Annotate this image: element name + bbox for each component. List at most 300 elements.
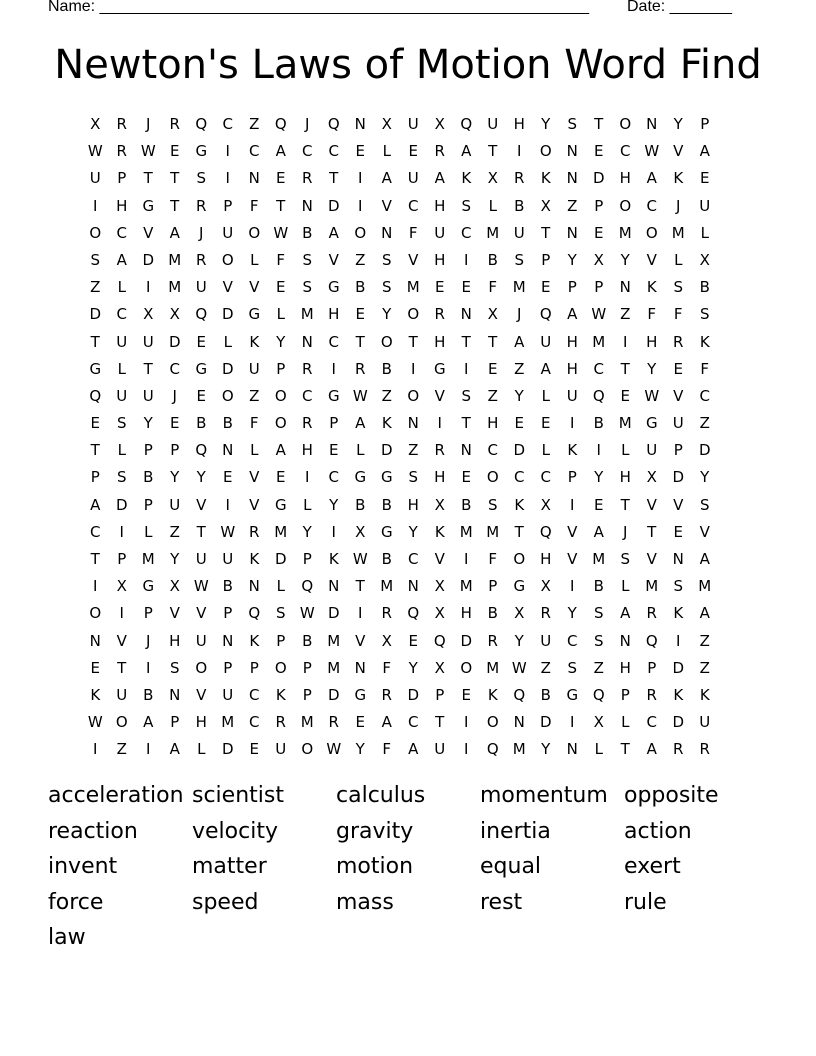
grid-letter: A — [275, 142, 286, 161]
grid-letter: A — [699, 142, 710, 161]
grid-letter: O — [513, 550, 526, 568]
grid-letter: N — [354, 115, 366, 133]
grid-letter: E — [594, 495, 604, 514]
grid-letter: Y — [170, 468, 180, 487]
grid-letter: F — [249, 414, 259, 433]
word-list-item: law — [48, 925, 86, 951]
grid-letter: C — [328, 332, 339, 351]
grid-letter: E — [223, 468, 233, 487]
grid-letter: N — [672, 550, 684, 568]
grid-letter: C — [461, 223, 472, 242]
grid-letter: J — [517, 305, 522, 324]
grid-letter: Q — [274, 115, 287, 133]
grid-letter: P — [117, 169, 127, 188]
grid-letter: K — [434, 522, 445, 541]
grid-letter: U — [513, 223, 525, 242]
grid-letter: R — [699, 740, 710, 759]
grid-letter: G — [327, 386, 340, 405]
grid-letter: U — [540, 631, 552, 650]
grid-letter: R — [381, 685, 392, 704]
grid-letter: Y — [276, 332, 286, 351]
grid-letter: C — [116, 223, 127, 242]
grid-letter: G — [274, 495, 287, 514]
grid-letter: F — [488, 278, 498, 297]
grid-letter: Y — [620, 250, 630, 269]
grid-letter: C — [593, 359, 604, 378]
grid-letter: T — [329, 169, 339, 188]
grid-letter: X — [540, 577, 551, 596]
grid-letter: E — [461, 468, 471, 487]
grid-letter: V — [169, 604, 180, 623]
grid-letter: A — [646, 169, 657, 188]
grid-letter: C — [699, 386, 710, 405]
grid-letter: X — [434, 604, 445, 623]
grid-letter: B — [222, 414, 233, 433]
grid-letter: Y — [514, 631, 524, 650]
grid-letter: P — [594, 278, 604, 297]
grid-letter: D — [221, 740, 234, 759]
word-list-item: force — [48, 889, 104, 915]
grid-letter: A — [169, 223, 180, 242]
grid-letter: P — [488, 577, 498, 596]
grid-letter: C — [408, 550, 419, 568]
grid-letter: A — [169, 740, 180, 759]
grid-letter: M — [274, 522, 288, 541]
grid-letter: U — [434, 740, 446, 759]
grid-letter: U — [195, 550, 207, 568]
grid-letter: Z — [249, 386, 260, 405]
grid-letter: K — [673, 169, 684, 188]
grid-letter: Z — [540, 658, 551, 677]
grid-letter: E — [514, 414, 524, 433]
grid-letter: E — [594, 142, 604, 161]
grid-letter: G — [89, 359, 102, 378]
grid-letter: H — [328, 305, 340, 324]
grid-letter: N — [354, 658, 366, 677]
grid-letter: X — [514, 604, 525, 623]
grid-letter: C — [249, 142, 260, 161]
grid-letter: X — [169, 577, 180, 596]
grid-letter: F — [700, 359, 710, 378]
grid-letter: X — [434, 115, 445, 133]
grid-letter: P — [673, 441, 683, 460]
grid-letter: H — [434, 250, 446, 269]
grid-letter: A — [461, 142, 472, 161]
grid-letter: U — [699, 196, 711, 215]
grid-letter: O — [274, 386, 287, 405]
grid-letter: E — [276, 278, 286, 297]
grid-letter: E — [90, 658, 100, 677]
grid-letter: L — [276, 305, 285, 324]
grid-letter: J — [305, 115, 310, 133]
grid-letter: Q — [433, 631, 446, 650]
grid-letter: M — [486, 522, 500, 541]
grid-letter: T — [90, 441, 100, 460]
grid-letter: C — [249, 685, 260, 704]
grid-letter: S — [302, 278, 313, 297]
grid-letter: Y — [567, 250, 577, 269]
grid-letter: Z — [487, 386, 498, 405]
grid-letter: D — [592, 169, 605, 188]
word-list-item: mass — [336, 889, 394, 915]
grid-letter: T — [461, 414, 471, 433]
grid-letter: D — [327, 604, 340, 623]
grid-letter: B — [461, 495, 472, 514]
grid-letter: O — [301, 740, 314, 759]
grid-letter: I — [93, 740, 98, 759]
word-list-item: motion — [336, 854, 414, 880]
grid-letter: D — [513, 441, 526, 460]
grid-letter: C — [328, 468, 339, 487]
grid-letter: G — [354, 685, 367, 704]
grid-letter: J — [623, 522, 628, 541]
grid-letter: Y — [302, 522, 312, 541]
grid-letter: N — [248, 169, 260, 188]
grid-letter: N — [407, 414, 419, 433]
grid-letter: Z — [593, 658, 604, 677]
grid-letter: T — [117, 658, 127, 677]
grid-letter: G — [433, 359, 446, 378]
grid-letter: I — [225, 169, 230, 188]
grid-letter: R — [487, 631, 498, 650]
grid-letter: M — [168, 278, 182, 297]
grid-letter: A — [434, 169, 445, 188]
grid-letter: V — [116, 631, 127, 650]
grid-letter: X — [434, 495, 445, 514]
grid-letter: E — [276, 169, 286, 188]
grid-letter: X — [699, 250, 710, 269]
grid-letter: D — [327, 196, 340, 215]
grid-letter: V — [673, 495, 684, 514]
grid-letter: F — [382, 740, 392, 759]
grid-letter: S — [699, 495, 710, 514]
grid-letter: S — [196, 169, 207, 188]
grid-letter: H — [434, 468, 446, 487]
grid-letter: P — [223, 604, 233, 623]
grid-letter: A — [593, 522, 604, 541]
grid-letter: V — [355, 631, 366, 650]
grid-letter: L — [276, 577, 285, 596]
grid-letter: E — [620, 386, 630, 405]
grid-letter: B — [143, 685, 154, 704]
grid-letter: C — [646, 196, 657, 215]
grid-letter: L — [621, 713, 630, 732]
grid-letter: G — [142, 196, 155, 215]
grid-letter: S — [461, 196, 472, 215]
grid-letter: T — [170, 169, 180, 188]
grid-letter: P — [223, 658, 233, 677]
grid-letter: I — [411, 359, 416, 378]
grid-letter: H — [619, 169, 631, 188]
grid-letter: Y — [408, 658, 418, 677]
grid-letter: Z — [514, 359, 525, 378]
grid-letter: B — [381, 359, 392, 378]
grid-letter: M — [327, 658, 341, 677]
grid-letter: I — [146, 658, 151, 677]
grid-letter: O — [407, 305, 420, 324]
grid-letter: M — [671, 223, 685, 242]
grid-letter: S — [567, 658, 578, 677]
grid-letter: T — [90, 332, 100, 351]
grid-letter: N — [301, 196, 313, 215]
grid-letter: C — [514, 468, 525, 487]
grid-letter: P — [143, 495, 153, 514]
page-title: Newton's Laws of Motion Word Find — [54, 42, 762, 88]
grid-letter: V — [673, 386, 684, 405]
grid-letter: E — [355, 142, 365, 161]
grid-letter: T — [170, 196, 180, 215]
grid-letter: H — [434, 332, 446, 351]
grid-letter: H — [460, 604, 472, 623]
grid-letter: B — [355, 495, 366, 514]
grid-letter: R — [355, 359, 366, 378]
grid-letter: A — [381, 169, 392, 188]
grid-letter: J — [146, 631, 151, 650]
grid-letter: C — [646, 713, 657, 732]
grid-letter: A — [116, 250, 127, 269]
grid-letter: F — [249, 196, 259, 215]
word-list-item: calculus — [336, 783, 426, 808]
grid-letter: O — [274, 658, 287, 677]
grid-letter: Y — [355, 740, 365, 759]
grid-letter: R — [169, 115, 180, 133]
grid-letter: L — [700, 223, 709, 242]
grid-letter: R — [249, 522, 260, 541]
grid-letter: K — [567, 441, 578, 460]
grid-letter: L — [250, 250, 259, 269]
grid-letter: O — [645, 223, 658, 242]
grid-letter: C — [328, 142, 339, 161]
grid-letter: C — [302, 386, 313, 405]
grid-letter: H — [301, 441, 313, 460]
grid-letter: E — [196, 386, 206, 405]
grid-letter: H — [540, 550, 552, 568]
grid-letter: A — [90, 495, 101, 514]
grid-letter: U — [116, 386, 128, 405]
grid-letter: L — [488, 196, 497, 215]
grid-letter: I — [119, 604, 124, 623]
grid-letter: U — [407, 115, 419, 133]
grid-letter: W — [644, 386, 660, 405]
grid-letter: R — [302, 359, 313, 378]
word-list-item: invent — [48, 854, 118, 880]
grid-letter: C — [90, 522, 101, 541]
grid-letter: I — [517, 142, 522, 161]
grid-letter: X — [540, 495, 551, 514]
grid-letter: Q — [592, 386, 605, 405]
grid-letter: O — [539, 142, 552, 161]
grid-letter: T — [355, 577, 365, 596]
grid-letter: Z — [699, 658, 710, 677]
grid-letter: Y — [329, 495, 339, 514]
grid-letter: R — [328, 713, 339, 732]
grid-letter: F — [408, 223, 418, 242]
grid-letter: R — [540, 604, 551, 623]
grid-letter: S — [302, 250, 313, 269]
grid-letter: M — [327, 631, 341, 650]
grid-letter: G — [645, 414, 658, 433]
grid-letter: R — [514, 169, 525, 188]
grid-letter: G — [195, 359, 208, 378]
grid-letter: R — [434, 305, 445, 324]
grid-letter: S — [116, 468, 127, 487]
grid-letter: N — [89, 631, 101, 650]
grid-letter: Z — [90, 278, 101, 297]
grid-letter: E — [170, 142, 180, 161]
grid-letter: M — [512, 740, 526, 759]
grid-letter: I — [93, 577, 98, 596]
grid-letter: K — [514, 495, 525, 514]
grid-letter: M — [592, 332, 606, 351]
grid-letter: O — [115, 713, 128, 732]
grid-letter: P — [700, 115, 710, 133]
grid-letter: E — [408, 631, 418, 650]
grid-letter: R — [434, 441, 445, 460]
grid-letter: N — [646, 115, 658, 133]
grid-letter: L — [223, 332, 232, 351]
grid-letter: P — [276, 359, 286, 378]
grid-letter: U — [195, 631, 207, 650]
word-list-item: opposite — [624, 783, 719, 808]
word-list-item: matter — [192, 854, 267, 880]
grid-letter: Q — [195, 305, 208, 324]
grid-letter: N — [407, 577, 419, 596]
grid-letter: T — [488, 142, 498, 161]
grid-letter: Q — [89, 386, 102, 405]
grid-letter: L — [250, 441, 259, 460]
word-list-item: acceleration — [48, 783, 184, 808]
grid-letter: S — [381, 278, 392, 297]
grid-letter: Q — [248, 604, 261, 623]
grid-letter: V — [249, 468, 260, 487]
grid-letter: E — [461, 278, 471, 297]
grid-letter: U — [116, 685, 128, 704]
grid-letter: U — [222, 550, 234, 568]
grid-letter: L — [117, 278, 126, 297]
grid-letter: Y — [514, 386, 524, 405]
grid-letter: N — [566, 142, 578, 161]
grid-letter: K — [673, 604, 684, 623]
word-list-item: reaction — [48, 818, 138, 844]
grid-letter: Y — [647, 359, 657, 378]
grid-letter: E — [594, 223, 604, 242]
grid-letter: M — [406, 278, 420, 297]
grid-letter: M — [459, 577, 473, 596]
grid-letter: M — [300, 713, 314, 732]
grid-letter: N — [222, 441, 234, 460]
grid-letter: L — [117, 359, 126, 378]
grid-letter: H — [566, 359, 578, 378]
grid-letter: L — [621, 441, 630, 460]
grid-letter: P — [620, 685, 630, 704]
grid-letter: A — [620, 604, 631, 623]
grid-letter: A — [699, 550, 710, 568]
grid-letter: T — [196, 522, 206, 541]
grid-letter: R — [673, 332, 684, 351]
grid-letter: I — [358, 196, 363, 215]
grid-letter: S — [593, 631, 604, 650]
grid-letter: E — [90, 414, 100, 433]
grid-letter: T — [143, 359, 153, 378]
grid-letter: A — [381, 713, 392, 732]
grid-letter: E — [355, 305, 365, 324]
grid-letter: L — [382, 142, 391, 161]
grid-letter: L — [303, 495, 312, 514]
grid-letter: B — [222, 577, 233, 596]
grid-letter: T — [541, 223, 551, 242]
grid-letter: O — [248, 223, 261, 242]
grid-letter: X — [381, 115, 392, 133]
grid-letter: C — [567, 631, 578, 650]
grid-letter: T — [276, 196, 286, 215]
grid-letter: D — [672, 468, 685, 487]
grid-letter: U — [646, 441, 658, 460]
grid-letter: G — [354, 468, 367, 487]
grid-letter: V — [646, 495, 657, 514]
grid-letter: A — [355, 414, 366, 433]
grid-letter: L — [541, 386, 550, 405]
grid-letter: L — [197, 740, 206, 759]
grid-letter: D — [142, 250, 155, 269]
name-field-label: Name: _______________________________________________________ — [48, 0, 589, 15]
grid-letter: O — [619, 115, 632, 133]
grid-letter: C — [249, 713, 260, 732]
grid-letter: A — [328, 223, 339, 242]
grid-letter: Y — [541, 740, 551, 759]
grid-letter: P — [567, 468, 577, 487]
grid-letter: O — [195, 658, 208, 677]
grid-letter: K — [249, 550, 260, 568]
grid-letter: Y — [594, 468, 604, 487]
grid-letter: S — [699, 305, 710, 324]
grid-letter: T — [461, 332, 471, 351]
grid-letter: M — [221, 713, 235, 732]
date-field-label: Date: _______ — [627, 0, 732, 15]
grid-letter: U — [116, 332, 128, 351]
grid-letter: G — [380, 522, 393, 541]
grid-letter: P — [594, 196, 604, 215]
grid-letter: W — [87, 713, 103, 732]
grid-letter: N — [328, 577, 340, 596]
grid-letter: E — [276, 468, 286, 487]
grid-letter: E — [355, 713, 365, 732]
grid-letter: Z — [699, 631, 710, 650]
grid-letter: T — [143, 169, 153, 188]
grid-letter: O — [407, 386, 420, 405]
grid-letter: Y — [382, 305, 392, 324]
grid-letter: G — [248, 305, 261, 324]
grid-letter: U — [540, 332, 552, 351]
grid-letter: M — [380, 577, 394, 596]
grid-letter: R — [275, 713, 286, 732]
grid-letter: V — [249, 495, 260, 514]
grid-letter: K — [487, 685, 498, 704]
grid-letter: I — [596, 441, 601, 460]
grid-letter: C — [302, 142, 313, 161]
header-line — [48, 0, 748, 20]
grid-letter: R — [646, 685, 657, 704]
grid-letter: H — [487, 414, 499, 433]
grid-letter: T — [647, 522, 657, 541]
grid-letter: X — [90, 115, 101, 133]
grid-letter: L — [541, 441, 550, 460]
grid-letter: A — [646, 740, 657, 759]
grid-letter: X — [434, 658, 445, 677]
grid-letter: X — [169, 305, 180, 324]
grid-letter: K — [328, 550, 339, 568]
grid-letter: L — [356, 441, 365, 460]
grid-letter: N — [460, 441, 472, 460]
